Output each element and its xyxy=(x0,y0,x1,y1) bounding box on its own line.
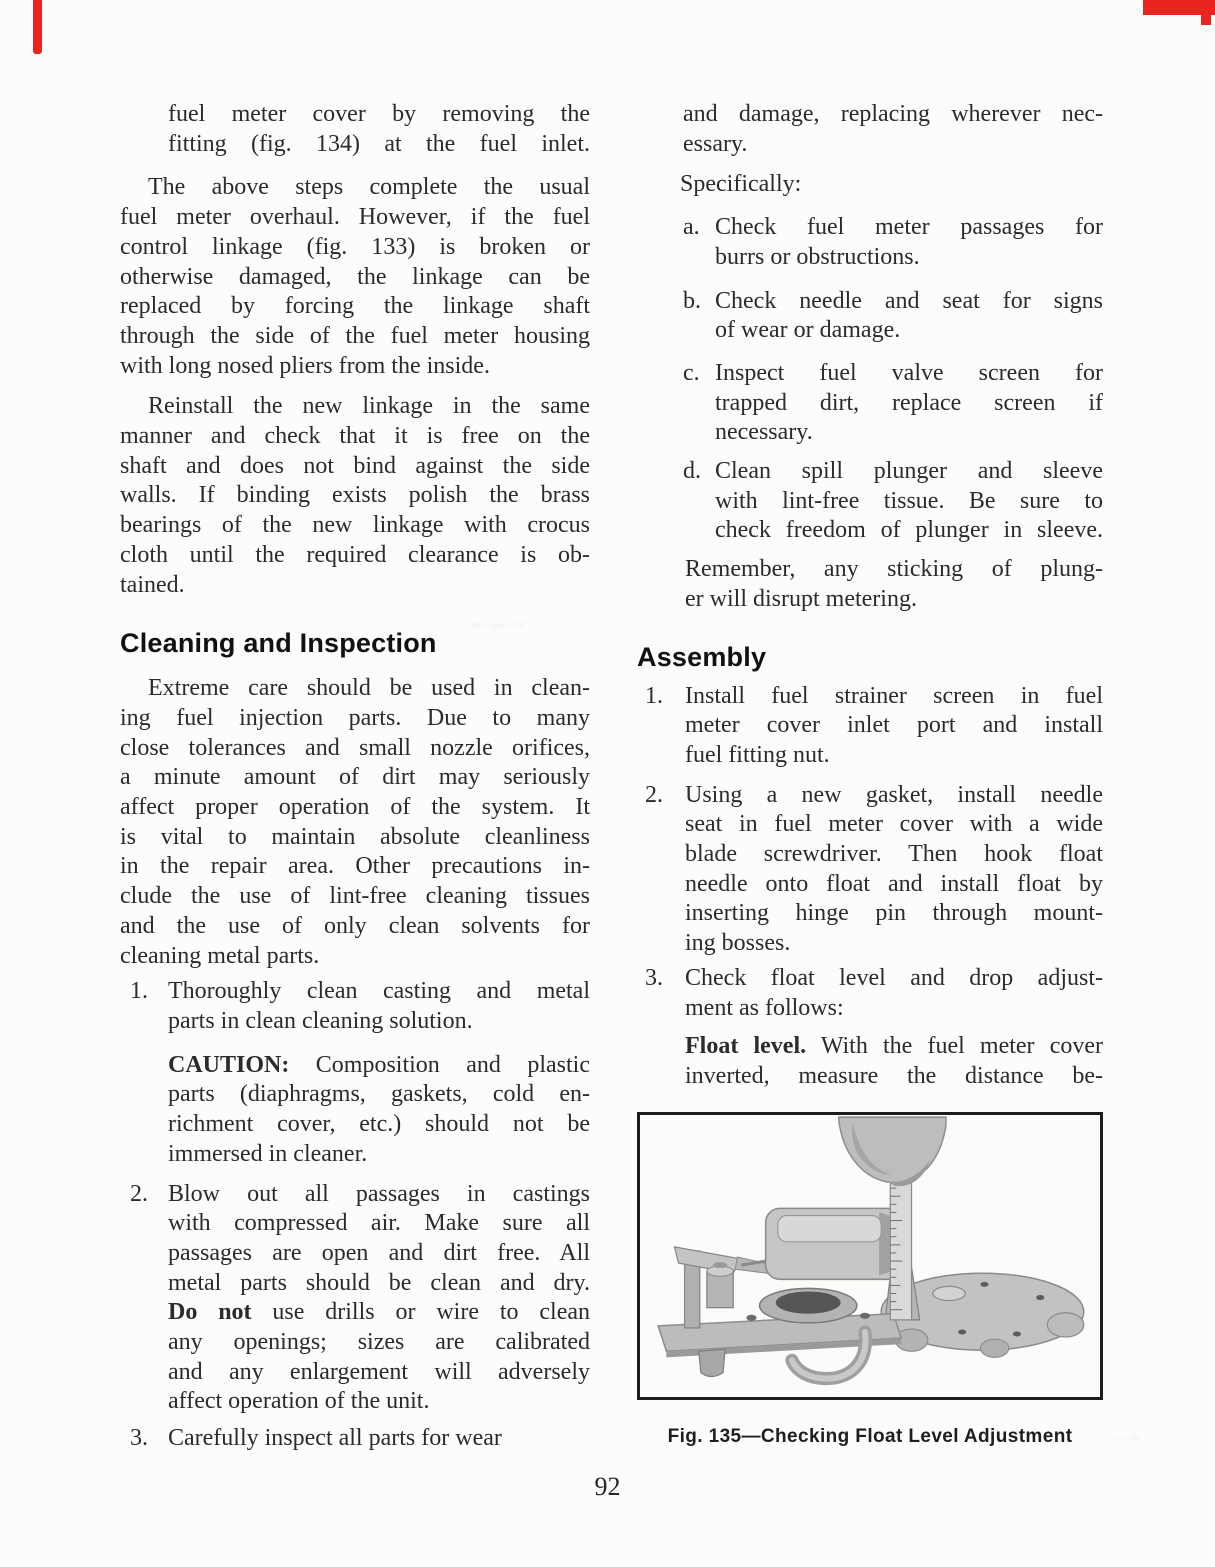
text-line: fuel meter overhaul. However, if the fuel xyxy=(120,204,590,231)
left-column xyxy=(120,100,590,1454)
text-line: ing bosses. xyxy=(685,930,791,957)
paragraph-continuation xyxy=(168,100,590,159)
text-line: affect proper operation of the system. It xyxy=(120,794,590,821)
text-line: meter cover inlet port and install xyxy=(685,712,1103,739)
list-marker: c. xyxy=(683,359,700,386)
page-number: 92 xyxy=(594,1472,621,1501)
list-item-text xyxy=(685,964,1103,1023)
figure-image xyxy=(640,1115,1100,1397)
assembly-item-3 xyxy=(645,964,1103,1023)
text-line: Extreme care should be used in clean- xyxy=(148,675,590,702)
list-marker: 2. xyxy=(645,781,663,808)
figure-caption: Fig. 135—Checking Float Level Adjustment xyxy=(667,1425,1073,1447)
list-marker: d. xyxy=(683,458,701,485)
text-line: otherwise damaged, the linkage can be xyxy=(120,263,590,290)
text-line: clude the use of lint-free cleaning tissues xyxy=(120,883,590,910)
scan-mark-top-left xyxy=(33,0,42,54)
text-line: immersed in cleaner. xyxy=(168,1140,368,1167)
text-line: passages are open and dirt free. All xyxy=(168,1239,590,1266)
text-line: burrs or obstructions. xyxy=(715,243,920,270)
list-item-text xyxy=(685,682,1103,771)
text-line: any openings; sizes are calibrated xyxy=(168,1329,590,1356)
text-line: fuel meter cover by removing the xyxy=(168,101,590,127)
text-line: shaft and does not bind against the side xyxy=(120,452,590,479)
text-line: Float level. With the fuel meter cover xyxy=(685,1033,1103,1060)
list-item-text xyxy=(715,287,1103,346)
section-heading-assembly: Assembly xyxy=(637,641,767,672)
scan-mark-top-right-speck xyxy=(1201,15,1211,25)
paragraph-overhaul xyxy=(120,173,590,381)
text-line: parts in clean cleaning solution. xyxy=(168,1007,473,1034)
list-item-text xyxy=(715,359,1103,448)
list-marker: 3. xyxy=(645,964,663,991)
text-line: with compressed air. Make sure all xyxy=(168,1210,590,1237)
lettered-item-b xyxy=(683,287,1103,346)
bleed-through-ghost: ··~ xyxy=(1115,1428,1143,1447)
list-item-text xyxy=(168,977,590,1036)
text-line: parts (diaphragms, gaskets, cold en- xyxy=(168,1081,590,1108)
assembly-item-1 xyxy=(645,682,1103,771)
paragraph-extreme-care xyxy=(120,674,590,971)
paragraph-reinstall xyxy=(120,392,590,600)
text-line: needle onto float and install float by xyxy=(685,870,1103,897)
list-item-1 xyxy=(130,977,590,1036)
list-item-2 xyxy=(130,1180,591,1418)
text-line: Reinstall the new linkage in the same xyxy=(148,393,590,420)
list-item-text xyxy=(168,1424,590,1454)
text-line: blade screwdriver. Then hook float xyxy=(685,841,1103,868)
scan-mark-top-right xyxy=(1143,0,1215,15)
text-line: cleaning metal parts. xyxy=(120,942,320,969)
text-line: with long nosed pliers from the inside. xyxy=(120,352,490,379)
specifically-label: Specifically: xyxy=(680,171,802,198)
list-item-text xyxy=(168,1180,590,1418)
text-line: Using a new gasket, install needle xyxy=(685,781,1103,808)
list-item-text xyxy=(685,781,1103,959)
text-line: inverted, measure the distance be- xyxy=(685,1062,1103,1089)
text-line: a minute amount of dirt may seriously xyxy=(120,764,590,791)
text-line: and the use of only clean solvents for xyxy=(120,912,590,939)
text-line: necessary. xyxy=(715,419,813,446)
text-line: fitting (fig. 134) at the fuel inlet. xyxy=(168,130,590,157)
text-line: control linkage (fig. 133) is broken or xyxy=(120,233,590,260)
text-line: metal parts should be clean and dry. xyxy=(168,1269,590,1296)
text-line: is vital to maintain absolute cleanliness xyxy=(120,823,590,850)
text-line: Remember, any sticking of plung- xyxy=(685,556,1103,583)
text-line: Clean spill plunger and sleeve xyxy=(715,458,1103,485)
paragraph-float-level xyxy=(685,1032,1103,1091)
text-line: inserting hinge pin through mount- xyxy=(685,900,1103,927)
text-line: The above steps complete the usual xyxy=(148,174,590,201)
lettered-item-c xyxy=(683,359,1103,448)
text-line: check freedom of plunger in sleeve. xyxy=(715,517,1103,544)
text-line: cloth until the required clearance is ob- xyxy=(120,541,590,568)
text-line: tained. xyxy=(120,571,185,598)
text-line: close tolerances and small nozzle orifices, xyxy=(120,734,590,761)
paragraph-remember xyxy=(685,555,1103,614)
text-line: Do not use drills or wire to clean xyxy=(168,1299,591,1326)
text-line: with lint-free tissue. Be sure to xyxy=(715,487,1103,514)
paragraph-continuation xyxy=(683,100,1103,159)
text-line: affect operation of the unit. xyxy=(168,1388,430,1415)
list-item-text xyxy=(715,457,1103,546)
text-line: ment as follows: xyxy=(685,994,844,1021)
lettered-item-d xyxy=(683,457,1103,546)
text-line: replaced by forcing the linkage shaft xyxy=(120,293,590,320)
list-marker: b. xyxy=(683,287,701,314)
list-marker: 3. xyxy=(130,1425,148,1452)
assembly-item-2 xyxy=(645,781,1103,959)
list-item-3 xyxy=(130,1424,590,1454)
text-line: fuel fitting nut. xyxy=(685,741,830,768)
text-line: Check fuel meter passages for xyxy=(715,214,1103,241)
figure-135 xyxy=(637,1112,1103,1400)
lettered-item-a xyxy=(683,213,1103,272)
text-line: CAUTION: Composition and plastic xyxy=(168,1051,590,1078)
right-column xyxy=(637,100,1103,1450)
text-line: through the side of the fuel meter housing xyxy=(120,322,590,349)
text-line: and any enlargement will adversely xyxy=(168,1358,590,1385)
text-line: Carefully inspect all parts for wear xyxy=(168,1425,502,1452)
float xyxy=(741,1208,905,1279)
text-line: Check float level and drop adjust- xyxy=(685,964,1103,991)
text-line: ing fuel injection parts. Due to many xyxy=(120,704,590,731)
text-line: richment cover, etc.) should not be xyxy=(168,1111,590,1138)
section-heading-cleaning: Cleaning and Inspection xyxy=(120,628,437,659)
text-line: walls. If binding exists polish the brass xyxy=(120,482,590,509)
text-line: Thoroughly clean casting and metal xyxy=(168,978,590,1005)
text-line: of wear or damage. xyxy=(715,317,901,344)
text-line: essary. xyxy=(683,130,748,157)
text-line: and damage, replacing wherever nec- xyxy=(683,101,1103,127)
text-line: in the repair area. Other precautions in- xyxy=(120,853,590,880)
bleed-through-ghost: ~·—·~ xyxy=(470,615,529,634)
list-marker: 2. xyxy=(130,1180,148,1207)
text-line: seat in fuel meter cover with a wide xyxy=(685,811,1103,838)
text-line: Blow out all passages in castings xyxy=(168,1180,590,1207)
text-line: trapped dirt, replace screen if xyxy=(715,389,1103,416)
text-line: er will disrupt metering. xyxy=(685,585,917,612)
list-marker: 1. xyxy=(130,978,148,1005)
caution-paragraph xyxy=(168,1051,590,1170)
list-marker: 1. xyxy=(645,682,663,709)
text-line: bearings of the new linkage with crocus xyxy=(120,512,590,539)
text-line: Install fuel strainer screen in fuel xyxy=(685,682,1103,709)
list-item-text xyxy=(715,213,1103,272)
text-line: manner and check that it is free on the xyxy=(120,423,590,450)
text-line: Check needle and seat for signs xyxy=(715,287,1103,314)
text-line: Inspect fuel valve screen for xyxy=(715,359,1103,386)
list-marker: a. xyxy=(683,214,700,241)
